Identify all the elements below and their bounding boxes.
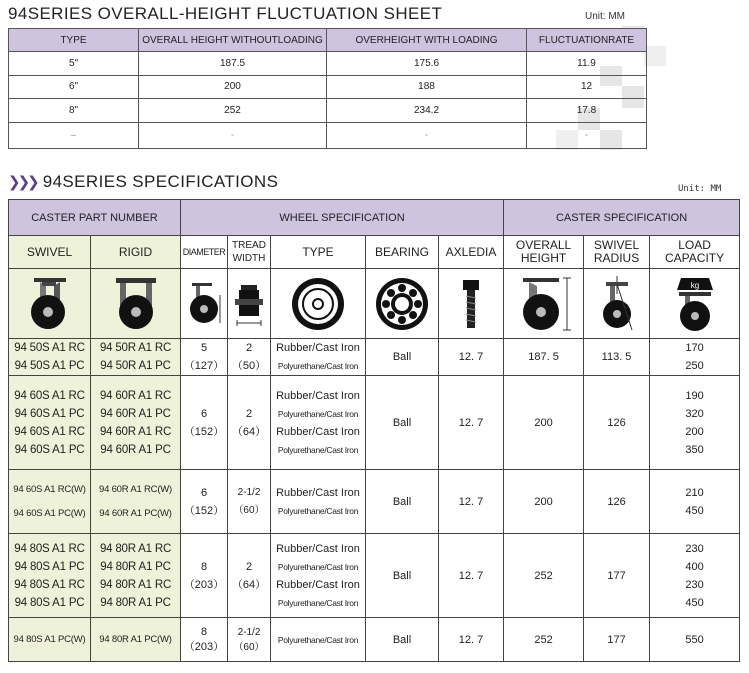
rigid-caster-icon — [91, 269, 181, 339]
type-cell — [271, 534, 366, 618]
cell-rate: 11.9 — [527, 52, 647, 76]
wheel-type: Polyurethane/Cast Iron — [277, 444, 359, 455]
cell-rate: - — [527, 122, 647, 148]
bearing-cell: Ball — [366, 534, 439, 618]
load-value: 450 — [685, 504, 704, 517]
load-value: 170 — [685, 342, 704, 354]
diameter-inch: 8 — [200, 560, 208, 573]
diameter-inch: 8 — [200, 625, 208, 638]
wheel-type: Polyurethane/Cast Iron — [277, 408, 359, 419]
part-number: 94 60R A1 PC — [100, 407, 171, 420]
load-value: 200 — [685, 425, 704, 438]
col-tread-width — [228, 236, 271, 269]
diameter-cell — [181, 618, 228, 662]
radius-cell: 126 — [584, 376, 650, 470]
swivel-part-numbers — [9, 376, 91, 470]
load-cell — [650, 376, 740, 470]
swivel-caster-icon — [9, 269, 91, 339]
tread-cell — [228, 534, 271, 618]
triple-chevron-icon: ❯❯❯ — [8, 174, 37, 191]
tread-cell — [228, 339, 271, 376]
axledia-cell: 12. 7 — [439, 339, 504, 376]
part-number: 94 50R A1 RC — [99, 342, 172, 354]
height-cell: 252 — [504, 534, 584, 618]
cell-height-loaded: 234.2 — [327, 99, 527, 123]
load-value: 230 — [685, 542, 704, 555]
fluctuation-table — [8, 28, 647, 149]
swivel-radius-icon — [584, 269, 650, 339]
part-number: 94 60S A1 RC — [14, 389, 85, 402]
load-capacity-icon — [650, 269, 740, 339]
header-fluctuation-rate: FLUCTUATIONRATE — [527, 29, 647, 52]
diameter-mm: （203） — [183, 640, 225, 653]
part-number: 94 80S A1 PC — [14, 596, 85, 609]
load-value: 400 — [685, 560, 704, 573]
part-number: 94 80S A1 PC — [14, 560, 85, 573]
tread-inch: 2-1/2 — [237, 486, 261, 498]
bearing-cell: Ball — [366, 470, 439, 534]
table-row — [9, 75, 647, 99]
bearing-cell: Ball — [366, 618, 439, 662]
cell-type: 5" — [9, 52, 139, 76]
group-header-row — [9, 200, 740, 236]
swivel-part-numbers — [9, 339, 91, 376]
radius-cell: 177 — [584, 534, 650, 618]
type-cell — [271, 618, 366, 662]
part-number: 94 80R A1 RC — [99, 578, 172, 591]
diameter-mm: （152） — [183, 425, 225, 438]
part-number: 94 60S A1 PC — [14, 443, 85, 456]
load-value: 320 — [685, 407, 704, 420]
cell-rate: 12 — [527, 75, 647, 99]
diameter-cell — [181, 376, 228, 470]
load-cell — [650, 339, 740, 376]
fluctuation-unit: Unit: MM — [585, 11, 625, 22]
col-swivel: SWIVEL — [9, 236, 91, 269]
decorative-square — [644, 46, 666, 66]
col-diameter: DIAMETER — [181, 236, 228, 269]
load-value: 210 — [685, 486, 704, 499]
diameter-inch: 5 — [200, 342, 208, 354]
part-number: 94 60S A1 PC — [14, 407, 85, 420]
tread-width-icon — [228, 269, 271, 339]
header-type: TYPE — [9, 29, 139, 52]
axle-bolt-icon — [439, 269, 504, 339]
part-number: 94 80R A1 RC — [99, 542, 172, 555]
col-swivel-radius-line1: SWIVEL — [593, 238, 640, 252]
header-height-without-loading: OVERALL HEIGHT WITHOUTLOADING — [139, 29, 327, 52]
spec-row-8-inch — [9, 534, 740, 618]
col-axledia: AXLEDIA — [439, 236, 504, 269]
height-cell: 252 — [504, 618, 584, 662]
group-caster-part-number: CASTER PART NUMBER — [9, 200, 181, 236]
part-number: 94 60R A1 RC — [99, 389, 172, 402]
group-caster-specification: CASTER SPECIFICATION — [504, 200, 740, 236]
height-cell: 200 — [504, 376, 584, 470]
load-value: 350 — [685, 443, 704, 456]
part-number: 94 60S A1 RC — [14, 425, 85, 438]
bearing-cell: Ball — [366, 339, 439, 376]
spec-row-6-inch — [9, 376, 740, 470]
part-number: 94 60R A1 RC — [99, 425, 172, 438]
wheel-type: Rubber/Cast Iron — [276, 342, 360, 354]
wheel-type: Polyurethane/Cast Iron — [277, 361, 359, 371]
load-value: 190 — [685, 389, 704, 402]
tread-mm: （64） — [231, 425, 267, 438]
col-tread-width-line2: WIDTH — [232, 253, 266, 264]
spec-row-8-inch-wide — [9, 618, 740, 662]
specifications-unit: Unit: MM — [678, 184, 722, 194]
tread-inch: 2 — [245, 342, 253, 354]
diameter-cell — [181, 534, 228, 618]
overall-height-icon — [504, 269, 584, 339]
rigid-part-numbers — [91, 470, 181, 534]
part-number: 94 50S A1 PC — [14, 360, 85, 372]
cell-height: 187.5 — [139, 52, 327, 76]
specifications-title — [8, 172, 278, 192]
swivel-part-numbers — [9, 534, 91, 618]
header-height-with-loading: OVERHEIGHT WITH LOADING — [327, 29, 527, 52]
tread-inch: 2 — [245, 560, 253, 573]
kg-label: kg — [690, 280, 699, 290]
cell-height-loaded: 175.6 — [327, 52, 527, 76]
col-tread-width-line1: TREAD — [232, 240, 266, 251]
col-load-capacity-line1: LOAD — [678, 238, 711, 252]
tread-inch: 2 — [245, 407, 253, 420]
axledia-cell: 12. 7 — [439, 618, 504, 662]
wheel-type: Polyurethane/Cast Iron — [277, 597, 359, 608]
rigid-part-numbers: 94 80R A1 PC(W) — [91, 618, 181, 662]
col-swivel-radius-line2: RADIUS — [593, 251, 640, 265]
col-type: TYPE — [271, 236, 366, 269]
diameter-icon — [181, 269, 228, 339]
bearing-cell: Ball — [366, 376, 439, 470]
axledia-cell: 12. 7 — [439, 376, 504, 470]
col-overall-height — [504, 236, 584, 269]
part-number: 94 60R A1 RC(W) — [98, 483, 173, 495]
wheel-type: Polyurethane/Cast Iron — [277, 634, 359, 645]
part-number: 94 80R A1 PC — [100, 596, 171, 609]
swivel-part-numbers: 94 80S A1 PC(W) — [9, 618, 91, 662]
wheel-type: Rubber/Cast Iron — [276, 578, 360, 591]
load-cell — [650, 470, 740, 534]
rigid-part-numbers — [91, 534, 181, 618]
table-row — [9, 52, 647, 76]
axledia-cell: 12. 7 — [439, 534, 504, 618]
col-overall-height-line1: OVERALL — [515, 238, 572, 252]
tread-cell — [228, 618, 271, 662]
part-number: 94 60S A1 RC(W) — [13, 483, 86, 495]
diameter-mm: （203） — [183, 578, 225, 591]
cell-height-loaded: 188 — [327, 75, 527, 99]
tread-mm: （64） — [231, 578, 267, 591]
part-number: 94 60R A1 PC — [100, 443, 171, 456]
type-cell — [271, 376, 366, 470]
cell-rate: 17.8 — [527, 99, 647, 123]
type-cell — [271, 339, 366, 376]
part-number: 94 80S A1 RC — [14, 578, 85, 591]
tread-mm: （60） — [233, 641, 265, 653]
specifications-title-text: 94SERIES SPECIFICATIONS — [42, 172, 279, 191]
col-bearing: BEARING — [366, 236, 439, 269]
spec-row-5-inch — [9, 339, 740, 376]
tread-mm: （50） — [231, 360, 267, 372]
cell-type: 6" — [9, 75, 139, 99]
radius-cell: 177 — [584, 618, 650, 662]
group-wheel-specification: WHEEL SPECIFICATION — [181, 200, 504, 236]
icon-row — [9, 269, 740, 339]
height-cell: 187. 5 — [504, 339, 584, 376]
load-cell — [650, 534, 740, 618]
rigid-part-numbers — [91, 339, 181, 376]
load-value: 250 — [685, 360, 704, 372]
cell-height: 252 — [139, 99, 327, 123]
table-row — [9, 99, 647, 123]
wheel-type: Polyurethane/Cast Iron — [277, 505, 359, 516]
column-header-row — [9, 236, 740, 269]
wheel-type-icon — [271, 269, 366, 339]
diameter-inch: 6 — [200, 407, 208, 420]
tread-cell — [228, 376, 271, 470]
wheel-type: Rubber/Cast Iron — [276, 542, 360, 555]
part-number: 94 80S A1 RC — [14, 542, 85, 555]
diameter-cell — [181, 470, 228, 534]
load-cell: 550 — [650, 618, 740, 662]
part-number: 94 50S A1 RC — [14, 342, 85, 354]
table-row — [9, 122, 647, 148]
radius-cell: 126 — [584, 470, 650, 534]
spec-row-6-inch-wide — [9, 470, 740, 534]
part-number: 94 60S A1 PC(W) — [13, 507, 86, 519]
cell-height: 200 — [139, 75, 327, 99]
cell-type: – — [9, 122, 139, 148]
cell-height: - — [139, 122, 327, 148]
tread-cell — [228, 470, 271, 534]
col-rigid: RIGID — [91, 236, 181, 269]
wheel-type: Rubber/Cast Iron — [276, 486, 360, 499]
cell-height-loaded: - — [327, 122, 527, 148]
height-cell: 200 — [504, 470, 584, 534]
tread-mm: （60） — [233, 504, 265, 516]
wheel-type: Rubber/Cast Iron — [276, 425, 360, 438]
col-load-capacity — [650, 236, 740, 269]
load-value: 450 — [685, 596, 704, 609]
col-overall-height-line2: HEIGHT — [520, 251, 567, 265]
bearing-icon — [366, 269, 439, 339]
col-load-capacity-line2: CAPACITY — [664, 251, 725, 265]
tread-inch: 2-1/2 — [237, 626, 261, 638]
part-number: 94 50R A1 PC — [100, 360, 171, 372]
radius-cell: 113. 5 — [584, 339, 650, 376]
diameter-mm: （127） — [183, 360, 225, 372]
rigid-part-numbers — [91, 376, 181, 470]
part-number: 94 60R A1 PC(W) — [99, 507, 172, 519]
wheel-type: Polyurethane/Cast Iron — [277, 561, 359, 572]
type-cell — [271, 470, 366, 534]
cell-type: 8" — [9, 99, 139, 123]
part-number: 94 80R A1 PC — [100, 560, 171, 573]
diameter-inch: 6 — [200, 486, 208, 499]
load-value: 230 — [685, 578, 704, 591]
fluctuation-sheet-title: 94SERIES OVERALL-HEIGHT FLUCTUATION SHEET — [8, 4, 443, 23]
swivel-part-numbers — [9, 470, 91, 534]
axledia-cell: 12. 7 — [439, 470, 504, 534]
wheel-type: Rubber/Cast Iron — [276, 389, 360, 402]
diameter-cell — [181, 339, 228, 376]
specifications-table — [8, 199, 740, 662]
diameter-mm: （152） — [183, 504, 225, 517]
col-swivel-radius — [584, 236, 650, 269]
table-header-row — [9, 29, 647, 52]
